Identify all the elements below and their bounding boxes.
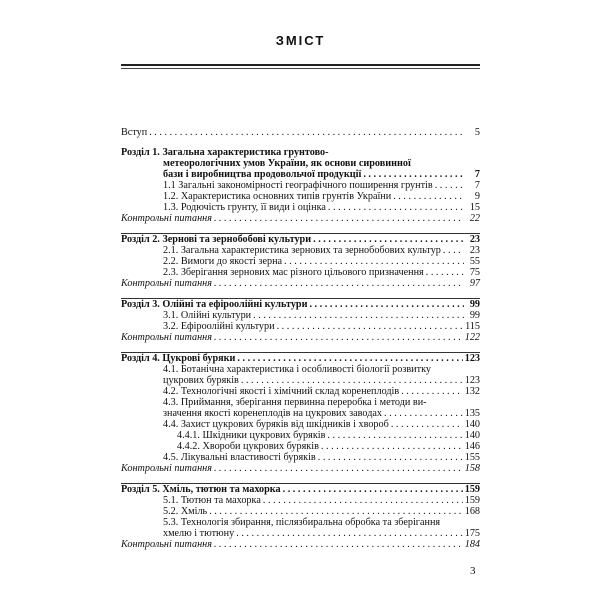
toc-leader-dots — [318, 452, 463, 463]
toc-subentry[interactable] — [121, 310, 480, 321]
toc-entry-page: 15 — [469, 202, 480, 213]
toc-leader-dots — [241, 375, 463, 386]
toc-entry-page: 23 — [469, 234, 480, 245]
chapter-heading — [121, 147, 480, 158]
toc-subentry[interactable] — [121, 430, 480, 441]
toc-subentry[interactable] — [121, 452, 480, 463]
toc-entry-label: 1.3. Родючість грунту, її види і оцінка — [163, 202, 326, 213]
toc-entry-page: 140 — [464, 430, 480, 441]
toc-entry-page: 22 — [469, 213, 480, 224]
toc-leader-dots — [253, 310, 464, 321]
toc-entry-page: 122 — [464, 332, 480, 343]
chapter-heading[interactable] — [121, 299, 480, 310]
toc-subentry — [121, 364, 480, 375]
toc-entry-label: 5.1. Тютюн та махорка — [163, 495, 261, 506]
title-block — [121, 33, 480, 48]
section-gap — [121, 289, 480, 298]
chapter-heading[interactable] — [121, 353, 480, 364]
chapter-heading[interactable] — [121, 234, 480, 245]
toc-entry-label: Розділ 5. Хміль, тютюн та махорка — [121, 484, 281, 495]
toc-entry-label: Розділ 1. Загальна характеристика грунтово- — [121, 147, 329, 158]
control-questions-entry[interactable] — [121, 463, 480, 474]
toc-entry-label: 2.1. Загальна характеристика зернових та зернобобових культур — [163, 245, 441, 256]
toc-entry-label: 3.1. Олійні культури — [163, 310, 252, 321]
section-gap — [121, 224, 480, 233]
toc-subentry[interactable] — [121, 180, 480, 191]
toc-entry-label: 4.4. Захист цукрових буряків від шкідників і хвороб — [163, 419, 389, 430]
toc-entry-page: 23 — [469, 245, 480, 256]
toc-leader-dots — [321, 441, 463, 452]
toc-leader-dots — [209, 506, 463, 517]
toc-subentry[interactable] — [121, 386, 480, 397]
toc-entry-page: 146 — [464, 441, 480, 452]
toc-leader-dots — [283, 484, 463, 495]
toc-entry-intro[interactable] — [121, 127, 480, 138]
toc-subentry[interactable] — [121, 191, 480, 202]
toc-entry-label: Розділ 2. Зернові та зернобобові культури — [121, 234, 312, 245]
toc-entry-label: Контрольні питання — [121, 332, 212, 343]
toc-subentry — [121, 517, 480, 528]
section-gap — [121, 343, 480, 352]
toc-entry-label: 1.2. Характеристика основних типів грунтів України — [163, 191, 392, 202]
toc-entry-label: 1.1 Загальні закономірності географічного поширення грунтів — [163, 180, 433, 191]
toc-section — [121, 233, 480, 289]
toc-leader-dots — [426, 267, 464, 278]
toc-entry-label: Контрольні питання — [121, 539, 212, 550]
chapter-heading — [121, 158, 480, 169]
toc-entry-page: 99 — [469, 299, 480, 310]
toc-entry-page: 132 — [464, 386, 480, 397]
toc-entry-label: Розділ 3. Олійні та ефіроолійні культури — [121, 299, 308, 310]
toc-entry-page: 5 — [474, 127, 480, 138]
toc-leader-dots — [435, 180, 464, 191]
toc-leader-dots — [401, 386, 463, 397]
toc-entry-label: Контрольні питання — [121, 213, 212, 224]
toc-subentry[interactable] — [121, 528, 480, 539]
control-questions-entry[interactable] — [121, 278, 480, 289]
toc-section — [121, 298, 480, 343]
toc-entry-label: 5.2. Хміль — [163, 506, 208, 517]
toc-entry-page: 7 — [474, 169, 480, 180]
toc-entry-page: 55 — [469, 256, 480, 267]
toc-entry-page: 123 — [464, 353, 480, 364]
toc-subentry[interactable] — [121, 441, 480, 452]
toc-entry-page: 184 — [464, 539, 480, 550]
toc-subentry[interactable] — [121, 506, 480, 517]
toc-entry-page: 99 — [469, 310, 480, 321]
control-questions-entry[interactable] — [121, 332, 480, 343]
toc-entry-page: 159 — [464, 484, 480, 495]
table-of-contents — [121, 127, 480, 550]
toc-subentry — [121, 397, 480, 408]
toc-leader-dots — [309, 299, 464, 310]
toc-subentry[interactable] — [121, 419, 480, 430]
toc-sections — [121, 138, 480, 550]
toc-leader-dots — [391, 419, 463, 430]
title-rule-thick — [121, 64, 480, 66]
toc-entry-label: цукрових буряків — [163, 375, 239, 386]
toc-entry-label: 4.2. Технологічні якості і хімічний склад коренеплодів — [163, 386, 400, 397]
toc-subentry[interactable] — [121, 202, 480, 213]
chapter-heading[interactable] — [121, 484, 480, 495]
toc-leader-dots — [393, 191, 464, 202]
toc-entry-page: 75 — [469, 267, 480, 278]
toc-entry-label: Розділ 4. Цукрові буряки — [121, 353, 236, 364]
toc-subentry[interactable] — [121, 245, 480, 256]
toc-entry-page: 7 — [474, 180, 480, 191]
toc-leader-dots — [236, 528, 463, 539]
toc-leader-dots — [214, 332, 463, 343]
toc-subentry[interactable] — [121, 256, 480, 267]
chapter-heading[interactable] — [121, 169, 480, 180]
toc-entry-page: 97 — [469, 278, 480, 289]
toc-entry-label: 5.3. Технологія збирання, післязбиральна обробка та зберігання — [163, 517, 441, 528]
toc-leader-dots — [384, 408, 463, 419]
toc-leader-dots — [214, 463, 463, 474]
toc-leader-dots — [214, 539, 463, 550]
toc-leader-dots — [214, 213, 464, 224]
toc-entry-label: Контрольні питання — [121, 278, 212, 289]
toc-subentry[interactable] — [121, 408, 480, 419]
toc-entry-label: хмелю і тютюну — [163, 528, 235, 539]
toc-entry-label: Вступ — [121, 127, 148, 138]
toc-subentry[interactable] — [121, 375, 480, 386]
toc-entry-label: значення якості коренеплодів на цукрових заводах — [163, 408, 382, 419]
control-questions-entry[interactable] — [121, 539, 480, 550]
toc-section — [121, 352, 480, 474]
toc-entry-label: Контрольні питання — [121, 463, 212, 474]
toc-entry-page: 175 — [464, 528, 480, 539]
toc-leader-dots — [327, 430, 462, 441]
toc-subentry[interactable] — [121, 321, 480, 332]
toc-leader-dots — [284, 256, 464, 267]
toc-leader-dots — [214, 278, 464, 289]
toc-entry-label: метеорологічних умов України, як основи сировинної — [163, 158, 411, 169]
toc-entry-label: 4.5. Лікувальні властивості буряків — [163, 452, 316, 463]
title-rule-thin — [121, 68, 480, 69]
toc-entry-label: 3.2. Ефіроолійні культури — [163, 321, 275, 332]
section-gap — [121, 474, 480, 483]
toc-leader-dots — [237, 353, 462, 364]
toc-entry-page: 159 — [464, 495, 480, 506]
toc-entry-page: 140 — [464, 419, 480, 430]
toc-entry-page: 168 — [464, 506, 480, 517]
toc-leader-dots — [313, 234, 464, 245]
page-title: ЗМІСТ — [275, 33, 326, 48]
toc-entry-label: 4.1. Ботанічна характеристика і особливості біології розвитку — [163, 364, 431, 375]
control-questions-entry[interactable] — [121, 213, 480, 224]
section-gap — [121, 138, 480, 147]
toc-entry-label: 4.4.1. Шкідники цукрових буряків — [177, 430, 326, 441]
toc-leader-dots — [363, 169, 464, 180]
toc-leader-dots — [328, 202, 464, 213]
toc-subentry[interactable] — [121, 495, 480, 506]
toc-leader-dots — [263, 495, 463, 506]
page-number: 3 — [470, 565, 476, 577]
toc-entry-page: 115 — [465, 321, 480, 332]
toc-entry-page: 158 — [464, 463, 480, 474]
toc-section — [121, 483, 480, 550]
toc-leader-dots — [277, 321, 464, 332]
toc-entry-page: 9 — [474, 191, 480, 202]
toc-entry-label: бази і виробництва продовольчої продукції — [163, 169, 362, 180]
toc-entry-page: 135 — [464, 408, 480, 419]
toc-leader-dots — [149, 127, 464, 138]
toc-subentry[interactable] — [121, 267, 480, 278]
toc-entry-label: 4.4.2. Хвороби цукрових буряків — [177, 441, 319, 452]
toc-section — [121, 147, 480, 224]
toc-entry-page: 123 — [464, 375, 480, 386]
toc-entry-label: 2.2. Вимоги до якості зерна — [163, 256, 283, 267]
toc-entry-page: 155 — [464, 452, 480, 463]
toc-entry-label: 4.3. Приймання, зберігання первинна переробка і методи ви- — [163, 397, 427, 408]
toc-leader-dots — [443, 245, 464, 256]
toc-entry-label: 2.3. Зберігання зернових мас різного цільового призначення — [163, 267, 424, 278]
